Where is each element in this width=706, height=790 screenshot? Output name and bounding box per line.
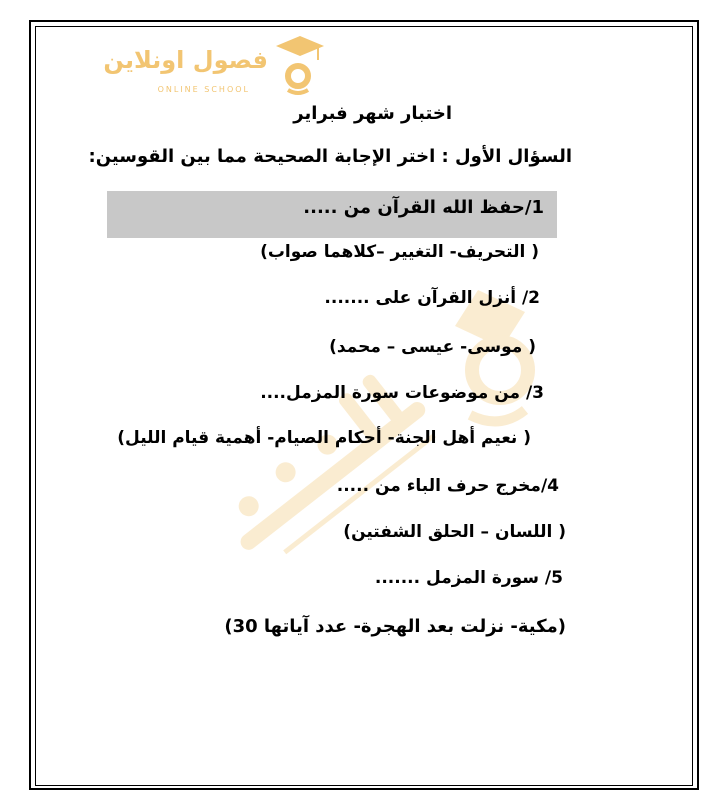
- page-border-inner: [35, 26, 693, 786]
- question-5: 5/ سورة المزمل .......: [374, 568, 563, 588]
- brand-english-name: ONLINE SCHOOL: [157, 85, 250, 94]
- question-1: 1/حفظ الله القرآن من .....: [303, 197, 544, 218]
- question-4: 4/مخرج حرف الباء من .....: [336, 476, 559, 496]
- brand-logo: [103, 34, 326, 100]
- exam-title: اختبار شهر فبراير: [293, 103, 452, 124]
- question-instruction: السؤال الأول : اختر الإجابة الصحيحة مما بين القوسين:: [88, 146, 572, 167]
- question-4-options: ( اللسان – الحلق الشفتين): [343, 522, 566, 542]
- brand-arabic-name: فصول اونلاين: [103, 46, 268, 74]
- graduation-cap-icon: [274, 34, 326, 96]
- question-2-options: ( موسى- عيسى – محمد): [329, 337, 536, 357]
- question-1-options: ( التحريف- التغيير –كلاهما صواب): [260, 242, 539, 262]
- question-3-options: ( نعيم أهل الجنة- أحكام الصيام- أهمية قيام الليل): [117, 428, 531, 448]
- question-5-options: (مكية- نزلت بعد الهجرة- عدد آياتها 30): [224, 616, 566, 637]
- question-3: 3/ من موضوعات سورة المزمل....: [260, 383, 544, 403]
- question-2: 2/ أنزل القرآن على .......: [324, 288, 540, 308]
